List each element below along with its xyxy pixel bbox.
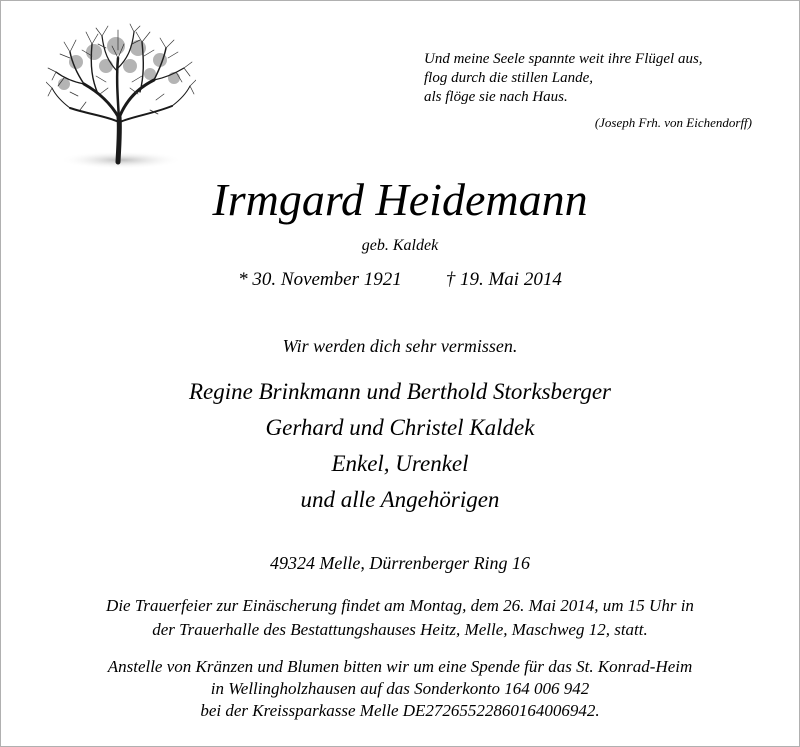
poem-quote <box>424 50 764 107</box>
birth-date: * 30. November 1921 <box>238 269 402 290</box>
poem-author: (Joseph Frh. von Eichendorff) <box>594 115 752 130</box>
maiden-name: geb. Kaldek <box>361 237 439 254</box>
donation-line: bei der Kreissparkasse Melle DE27265522860164006942. <box>200 701 600 720</box>
mourner-line: und alle Angehörigen <box>300 487 500 512</box>
donation-notice <box>0 656 800 722</box>
poem-line: Und meine Seele spannte weit ihre Flügel aus, <box>424 51 703 67</box>
donation-line: Anstelle von Kränzen und Blumen bitten wir um eine Spende für das St. Konrad-Heim <box>107 657 693 676</box>
poem-line: flog durch die stillen Lande, <box>424 70 594 86</box>
mourner-line: Regine Brinkmann und Berthold Storksberger <box>188 379 612 404</box>
poem-line: als flöge sie nach Haus. <box>424 89 568 105</box>
farewell-message: Wir werden dich sehr vermissen. <box>282 336 518 356</box>
ceremony-line: Die Trauerfeier zur Einäscherung findet am Montag, dem 26. Mai 2014, um 15 Uhr in <box>106 596 694 615</box>
family-address: 49324 Melle, Dürrenberger Ring 16 <box>269 553 531 573</box>
ceremony-line: der Trauerhalle des Bestattungshauses Heitz, Melle, Maschweg 12, statt. <box>152 620 648 639</box>
ceremony-notice <box>0 594 800 642</box>
mourner-line: Gerhard und Christel Kaldek <box>265 415 535 440</box>
deceased-name: Irmgard Heidemann <box>212 174 588 225</box>
mourner-line: Enkel, Urenkel <box>331 451 469 476</box>
life-dates <box>0 268 800 292</box>
death-date: † 19. Mai 2014 <box>445 269 562 290</box>
donation-line: in Wellingholzhausen auf das Sonderkonto 164 006 942 <box>210 679 590 698</box>
mourners-list <box>0 374 800 518</box>
tree-icon <box>46 22 196 172</box>
